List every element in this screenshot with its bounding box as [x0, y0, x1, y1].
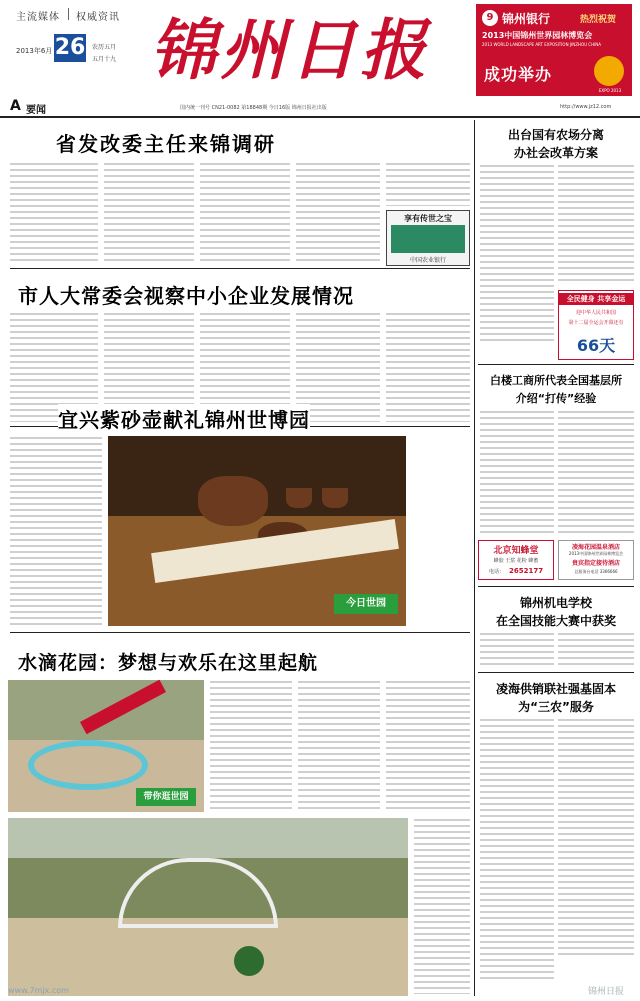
right-article-3-body-col2 [558, 632, 634, 668]
masthead-tag-divider [68, 8, 69, 20]
article-4-headline: 水滴花园：梦想与欢乐在这里起航 [18, 652, 319, 674]
fitness-ad-line1: 全民健身 共享金运 [559, 293, 633, 305]
fitness-ad [558, 290, 634, 360]
beijing-ad-sub: 蜂胶 王浆 花粉 蜂蜜 [493, 558, 539, 564]
date-box [16, 34, 128, 76]
spa-ad [558, 540, 634, 580]
right-article-3-headline-1: 锦州机电学校 [519, 596, 592, 610]
teapot-photo [108, 436, 406, 626]
bank-logo-icon: 9 [482, 10, 498, 26]
pavilion-icon [118, 858, 278, 928]
spa-ad-line4: 总服务台电话 3366666 [574, 569, 618, 574]
ad-success: 成功举办 [484, 65, 553, 84]
beijing-ad-name: 北京知蜂堂 [493, 546, 539, 556]
bank-box-title: 享有传世之宝 [404, 214, 452, 223]
right-article-1-body-col2 [558, 164, 634, 284]
divider [478, 364, 634, 365]
beijing-ad [478, 540, 554, 580]
water-drop-sculpture [28, 740, 148, 790]
fitness-ad-days: 66天 [576, 336, 616, 355]
right-article-2-body [480, 410, 554, 534]
spa-ad-line2: 2013中国锦州世界园林博览会 [568, 551, 624, 556]
expo-ad [476, 4, 632, 96]
right-article-1-body [480, 164, 554, 344]
article-2-headline: 市人大常委会视察中小企业发展情况 [18, 284, 354, 308]
section-bar [0, 100, 640, 118]
right-article-3-headline-2: 在全国技能大赛中获奖 [495, 614, 616, 628]
article-4-body-col4 [414, 818, 470, 994]
right-article-1-headline-1: 出台国有农场分离 [507, 128, 604, 142]
article-1-body-col5 [386, 162, 470, 206]
article-4-body-col3 [386, 680, 470, 812]
divider [10, 632, 470, 633]
garden-path [8, 918, 408, 996]
article-1-body-col2 [104, 162, 194, 264]
column-divider [474, 120, 475, 996]
divider [478, 586, 634, 587]
today-expo-badge: 今日世园 [334, 594, 398, 614]
article-2-body-col5 [386, 312, 470, 422]
masthead-tag-left: 主流媒体 [16, 12, 60, 23]
article-4-body-col2 [298, 680, 380, 812]
newspaper-title: 锦州日报 [150, 11, 430, 89]
bank-box-sub: 中国农业银行 [409, 257, 446, 264]
bank-box-image [391, 225, 465, 253]
expo-logo-text: EXPO 2013 [598, 88, 622, 93]
right-article-2-body-col2 [558, 410, 634, 534]
ad-expo-en: 2013 WORLD LANDSCAPE ART EXPOSITION JINZHOU CHINA [482, 42, 601, 47]
expo-logo-icon [594, 56, 624, 86]
beijing-ad-phone: 2652177 [509, 567, 544, 575]
teacup-icon [322, 488, 348, 508]
article-4-body [210, 680, 292, 812]
right-article-4-headline-1: 凌海供销联社强基固本 [495, 682, 616, 696]
ad-bank-name: 锦州银行 [502, 12, 551, 26]
masthead-tag-right: 权威资讯 [76, 12, 120, 23]
fitness-ad-line3: 第十二届全运会开幕还有 [568, 320, 624, 326]
beijing-ad-phone-label: 电话： [489, 569, 505, 575]
divider [10, 268, 470, 269]
article-1-body-col4 [296, 162, 380, 264]
right-article-3-body [480, 632, 554, 668]
section-label: 要闻 [26, 105, 46, 116]
article-1-body [10, 162, 98, 264]
divider [478, 672, 634, 673]
garden-sky [8, 818, 408, 858]
slide-icon [80, 680, 166, 734]
teapot-icon [198, 476, 268, 526]
right-article-4-body [480, 718, 554, 980]
footer-watermark-left: www.7mjx.com [8, 986, 69, 995]
spa-ad-line1: 凌海花园温泉酒店 [571, 544, 620, 551]
right-article-2-headline-1: 白楼工商所代表全国基层所 [490, 374, 622, 387]
date-weekday: 农历五月 [92, 44, 117, 51]
masthead [0, 0, 640, 100]
article-1-body-col3 [200, 162, 290, 264]
footer-watermark-right: 锦州日报 [588, 987, 625, 997]
fitness-ad-line2: 迎中华人民共和国 [575, 310, 616, 316]
expo-tour-badge: 带你逛世园 [136, 788, 196, 806]
article-1-headline: 省发改委主任来锦调研 [56, 132, 276, 156]
section-meta: 国内统一刊号 CN21-0082 第18848期 今日16版 锦州日报社出版 [180, 105, 327, 111]
garden-photo [8, 680, 204, 812]
section-letter: A [10, 98, 21, 114]
ad-bank-tag: 热烈祝贺 [580, 15, 617, 25]
right-article-1-headline-2: 办社会改革方案 [513, 146, 598, 160]
flower-pot-icon [234, 946, 264, 976]
date-day: 26 [54, 35, 86, 60]
right-article-4-headline-2: 为“三农”服务 [518, 700, 594, 714]
date-lunar: 五月十九 [92, 56, 117, 63]
teacup-icon [286, 488, 312, 508]
article-3-headline-visible: 宜兴紫砂壶献礼锦州世博园 [58, 404, 310, 433]
right-article-2-headline-2: 介绍“打传”经验 [515, 392, 597, 405]
date-month: 2013年6月 [16, 47, 53, 55]
article-3-body [10, 436, 102, 626]
right-article-4-body-col2 [558, 718, 634, 958]
garden-photo-2 [8, 818, 408, 996]
ad-expo-name: 2013中国锦州世界园林博览会 [482, 31, 593, 40]
section-url: http://www.jz12.com [560, 104, 612, 110]
bank-box-ad [386, 210, 470, 266]
spa-ad-line3: 贵宾指定接待酒店 [571, 560, 620, 567]
